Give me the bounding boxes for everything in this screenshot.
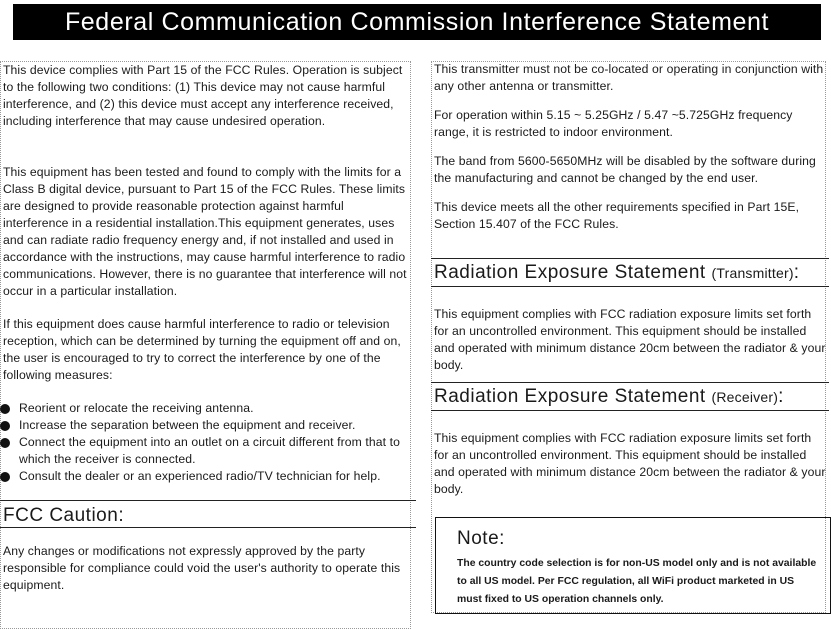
rx-rule-top [431,382,829,383]
bullet-icon [0,438,10,448]
page-title: Federal Communication Commission Interference Statement [13,4,821,40]
radiation-receiver-heading: Radiation Exposure Statement (Receiver): [434,386,784,407]
frequency-paragraph: For operation within 5.15 ~ 5.25GHz / 5.47 ~5.725GHz frequency range, it is restricted to indoor environment. [434,108,793,139]
caution-text: Any changes or modifications not expressly approved by the party responsible for compliance could void the user's authority to operate this equipment. [3,544,401,592]
note-text: The country code selection is for non-US model only and is not available to all US model. Per FCC regulation, all WiFi product marketed in US must fixed to US operation channels only. [457,558,817,605]
tx-exposure-text: This equipment complies with FCC radiation exposure limits set forth for an uncontrolled environment. This equipment should be installed and operated with minimum distance 20cm between the radiator & your body. [434,307,826,372]
requirements-paragraph: This device meets all the other requirements specified in Part 15E, Section 15.407 of the FCC Rules. [434,200,800,231]
tx-rule-bottom [431,286,829,287]
list-item: Increase the separation between the equipment and receiver. [0,417,418,434]
note-title: Note: [457,528,505,549]
bullet-icon [0,421,10,431]
band-paragraph: The band from 5600-5650MHz will be disabled by the software during the manufacturing and cannot be changed by the end user. [434,154,816,185]
fcc-caution-heading: FCC Caution: [3,505,125,526]
measures-list [0,400,418,485]
radiation-transmitter-heading: Radiation Exposure Statement (Transmitter): [434,262,800,283]
list-item: Reorient or relocate the receiving antenna. [0,400,418,417]
rx-exposure-text: This equipment complies with FCC radiation exposure limits set forth for an uncontrolled environment. This equipment should be installed and operated with minimum distance 20cm between the radiator & your body. [434,431,826,496]
colocation-paragraph: This transmitter must not be co-located or operating in conjunction with any other antenna or transmitter. [434,62,824,93]
list-item: Connect the equipment into an outlet on a circuit different from that to which the receiver is connected. [0,434,418,468]
compliance-paragraph: This device complies with Part 15 of the FCC Rules. Operation is subject to the following two conditions: (1) This device may not cause harmful interference, and (2) this device must accept any interference received, including interference that may cause undesired operation. [3,63,403,128]
list-item: Consult the dealer or an experienced radio/TV technician for help. [0,468,418,485]
tx-rule-top [431,258,829,259]
note-box [435,517,831,614]
rx-rule-bottom [431,410,829,411]
bullet-icon [0,472,10,482]
bullet-icon [0,404,10,414]
class-b-paragraph: This equipment has been tested and found to comply with the limits for a Class B digital device, pursuant to Part 15 of the FCC Rules. These limits are designed to provide reasonable protection against harmful interference in a residential installation.This equipment generates, uses and can radiate radio frequency energy and, if not installed and used in accordance with the instructions, may cause harmful interference to radio communications. However, there is no guarantee that interference will not occur in a particular installation. [3,165,407,298]
caution-rule-bottom [0,527,416,528]
interference-paragraph: If this equipment does cause harmful interference to radio or television reception, which can be determined by turning the equipment off and on, the user is encouraged to try to correct the interference by one of the following measures: [3,317,401,382]
caution-rule-top [0,500,416,501]
